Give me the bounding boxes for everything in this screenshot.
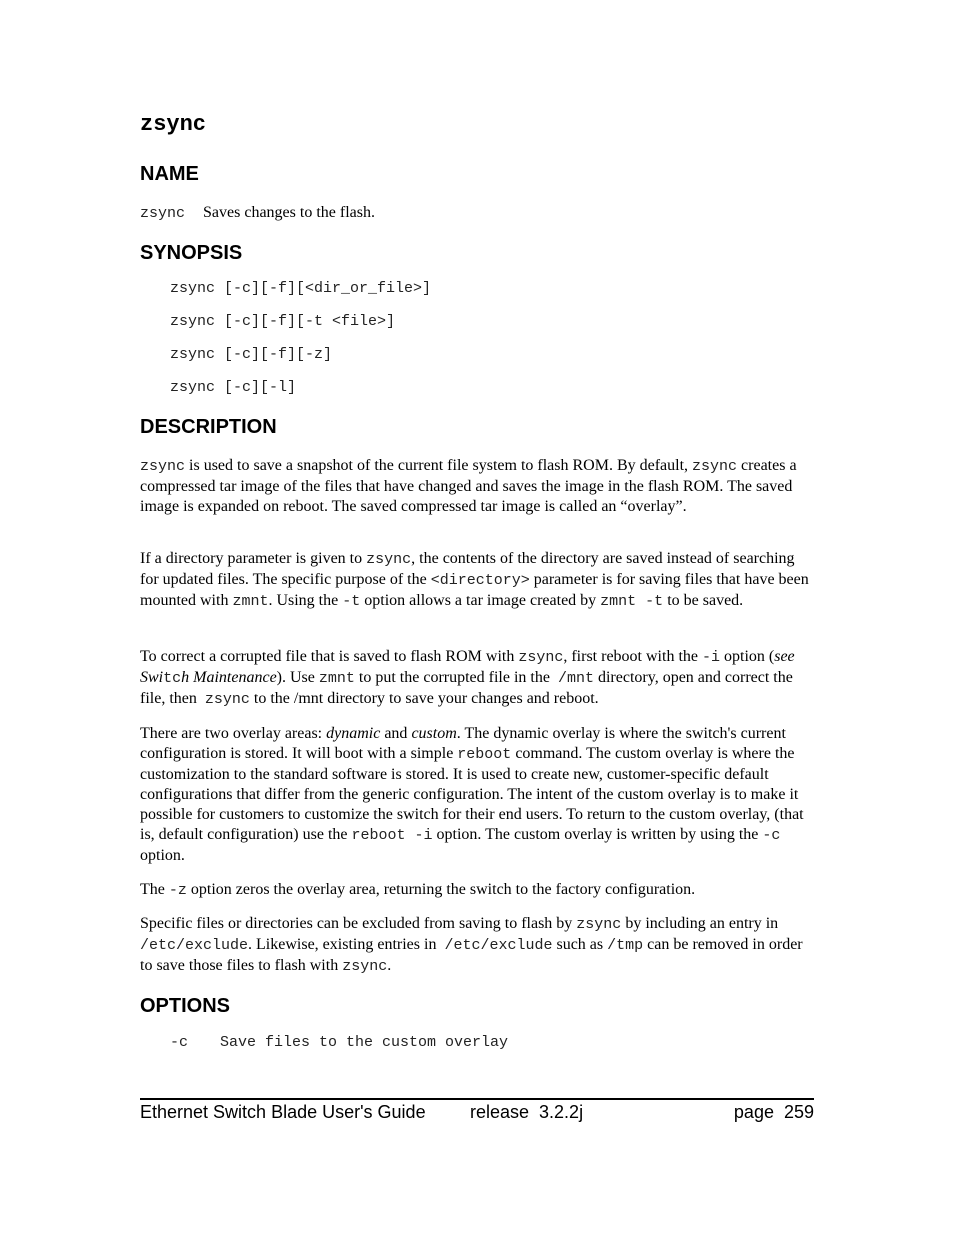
option-entry — [170, 1034, 508, 1051]
code-term: <directory> — [430, 572, 530, 589]
text-run: option zeros the overlay area, returning the switch to the factory configuration. — [186, 881, 696, 898]
footer-page-number: page 259 — [733, 1102, 814, 1122]
description-paragraph-6 — [140, 914, 814, 977]
text-run: ). Use — [276, 669, 319, 686]
section-heading-synopsis: SYNOPSIS — [140, 242, 243, 264]
synopsis-line: zsync [-c][-f][<dir_or_file>] — [170, 280, 432, 297]
option-flag: -c — [170, 1034, 189, 1051]
italic-term: dynamic — [326, 725, 381, 742]
command-title: zsync — [140, 112, 207, 137]
code-term: zsync — [140, 458, 186, 475]
description-paragraph-3 — [140, 647, 814, 710]
code-term: zsync — [692, 458, 738, 475]
text-run: such as — [552, 936, 608, 953]
code-term: zsync — [518, 649, 564, 666]
code-term: tc — [163, 670, 182, 687]
name-entry — [140, 203, 375, 223]
text-run: , the contents of the directory are saved instead of searching for updated files. The specific purpose of the — [140, 550, 795, 588]
text-run: . The dynamic overlay is where the switch's current configuration is stored. It will boot with a simple — [140, 725, 786, 762]
footer-release: release 3.2.2j — [470, 1102, 584, 1122]
code-term: -c — [762, 827, 781, 844]
text-run: If a directory parameter is given to — [140, 550, 367, 567]
section-heading-options: OPTIONS — [140, 995, 231, 1017]
text-run: . — [387, 957, 392, 974]
name-command: zsync — [140, 205, 186, 222]
footer-guide-title: Ethernet Switch Blade User's Guide — [140, 1102, 426, 1122]
text-run: and — [380, 725, 412, 742]
code-term: zsync — [366, 551, 412, 568]
section-heading-description: DESCRIPTION — [140, 416, 277, 438]
text-run: option allows a tar image created by — [360, 592, 601, 609]
text-run: to put the corrupted file in the — [354, 669, 558, 686]
text-run: by including an entry in — [621, 915, 779, 932]
description-paragraph-2 — [140, 549, 814, 612]
synopsis-line: zsync [-c][-f][-z] — [170, 346, 333, 363]
code-term: zmnt — [232, 593, 269, 610]
synopsis-line: zsync [-c][-f][-t <file>] — [170, 313, 396, 330]
text-run: parameter is for saving files that have been mounted with — [140, 571, 809, 609]
synopsis-line: zsync [-c][-l] — [170, 379, 297, 396]
text-run: There are two overlay areas: — [140, 725, 327, 742]
code-term: /etc/exclude — [444, 937, 553, 954]
text-run: The — [140, 881, 169, 898]
description-paragraph-4 — [140, 724, 814, 866]
italic-term: custom — [411, 725, 457, 742]
text-run: directory, open and correct the file, then — [140, 669, 797, 707]
description-paragraph-5 — [140, 880, 814, 901]
code-term: -i — [701, 649, 720, 666]
code-term: reboot -i — [351, 827, 433, 844]
italic-term: h Maintenance — [181, 669, 277, 686]
text-run: , first reboot with the — [563, 648, 702, 665]
text-run: option ( — [720, 648, 775, 665]
code-term: /mnt — [557, 670, 594, 687]
text-run: to the /mnt directory to save your changes and reboot. — [249, 690, 599, 707]
code-term: zmnt — [318, 670, 355, 687]
code-term: -t — [342, 593, 361, 610]
code-term: zsync — [576, 916, 622, 933]
text-run: can be removed in order to save those files to flash with — [140, 936, 803, 974]
code-term: -z — [168, 882, 187, 899]
code-term: /etc/exclude — [140, 937, 249, 954]
text-run: is used to save a snapshot of the current file system to flash ROM. By default, — [185, 457, 693, 474]
text-run: Specific files or directories can be excluded from saving to flash by — [140, 915, 577, 932]
text-run: creates a compressed tar image of the files that have changed and saves the image in the flash ROM. The saved image is expanded on reboot. The saved compressed tar image is called an “overlay”. — [140, 457, 797, 515]
text-run: command. The custom overlay is where the customization to the standard software is stored. It is used to create new, customer-specific default configurations that differ from the generic configuration. The intent of the custom overlay is to make it possible for customers to customize the switch for their end users. To return to the custom overlay, (that is, default configuration) use the — [140, 745, 804, 843]
section-heading-name: NAME — [140, 163, 199, 185]
description-paragraph-1 — [140, 456, 814, 517]
text-run: option. — [140, 847, 185, 864]
text-run: . Likewise, existing entries in — [248, 936, 445, 953]
code-term: reboot — [457, 746, 512, 763]
code-term: zsync — [204, 691, 250, 708]
code-term: /tmp — [607, 937, 644, 954]
text-run: to be saved. — [663, 592, 744, 609]
option-description: Save files to the custom overlay — [220, 1034, 509, 1051]
text-run: . Using the — [268, 592, 343, 609]
text-run: To correct a corrupted file that is saved to flash ROM with — [140, 648, 519, 665]
code-term: zmnt -t — [600, 593, 664, 610]
italic-term: see Swi — [140, 648, 795, 686]
footer-rule — [140, 1098, 814, 1100]
text-run: option. The custom overlay is written by using the — [432, 826, 763, 843]
code-term: zsync — [342, 958, 388, 975]
name-description: Saves changes to the flash. — [203, 204, 375, 221]
